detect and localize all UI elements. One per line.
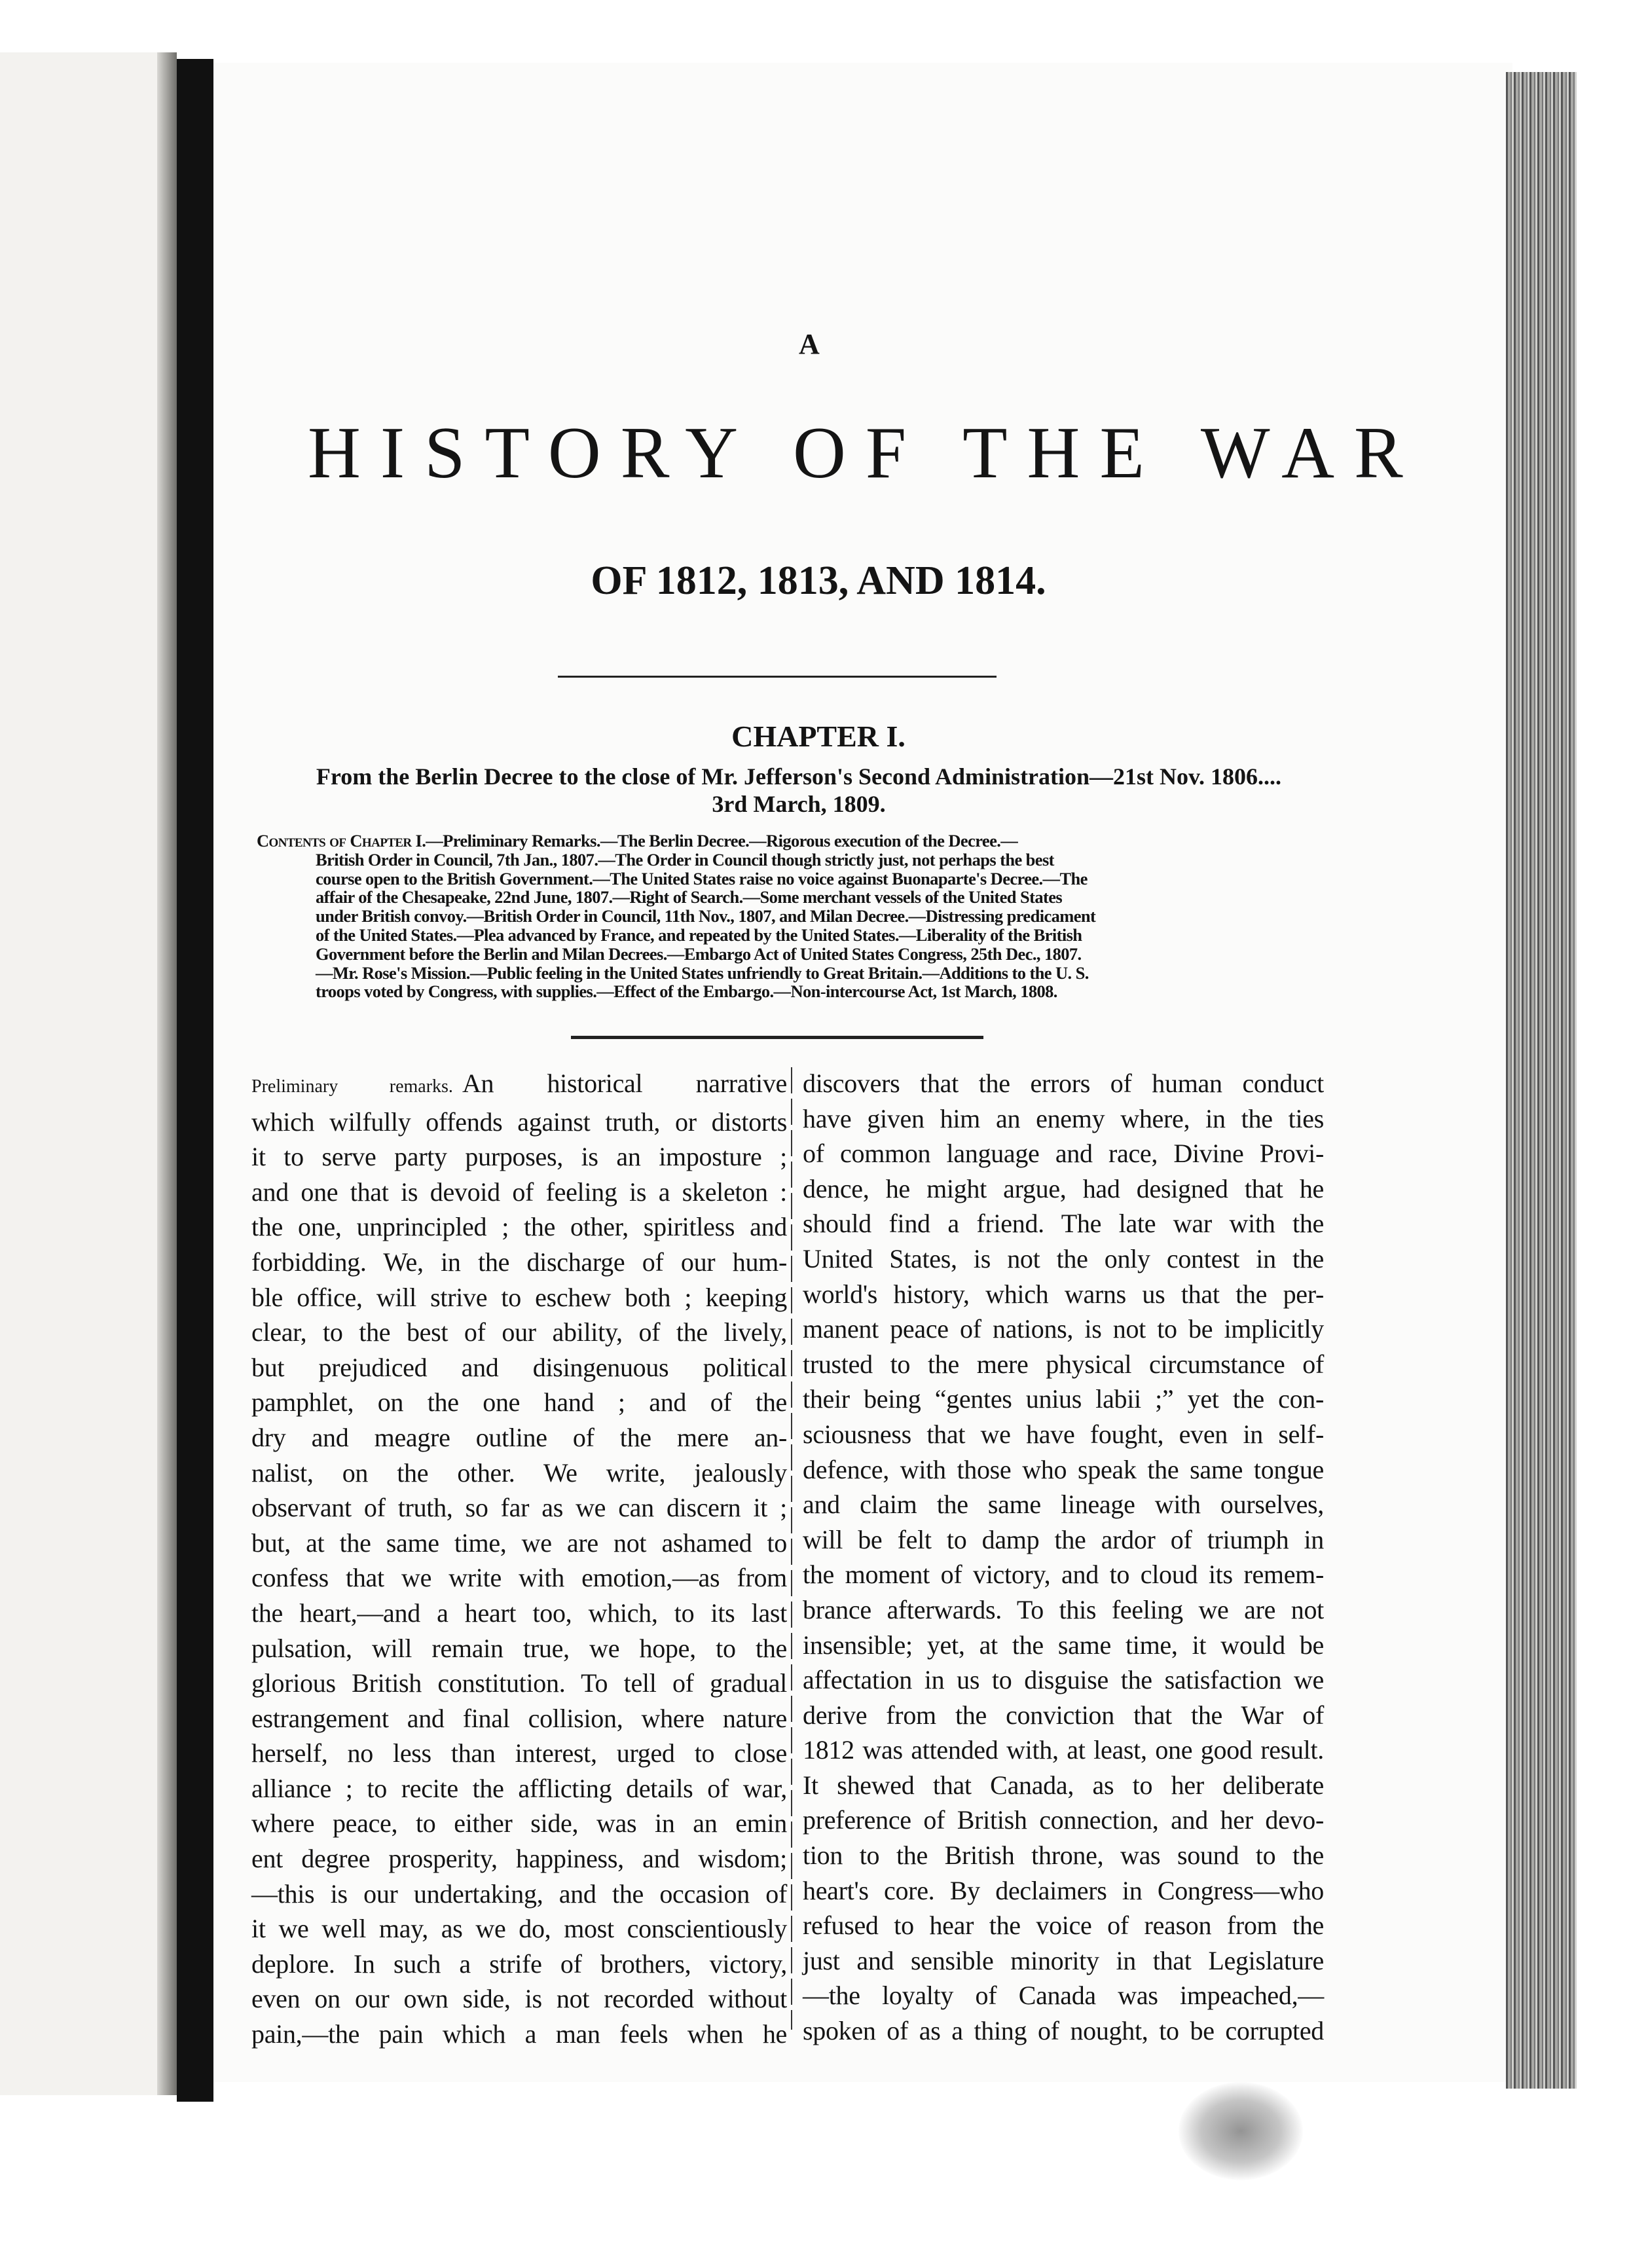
contents-line: Government before the Berlin and Milan Decrees.—Embargo Act of United States Congress, 25th Dec., 1807. xyxy=(316,943,1082,964)
title-article: A xyxy=(799,328,820,360)
chapter-summary-line: From the Berlin Decree to the close of Mr. Jefferson's Second Administration—21st Nov. 1806.... xyxy=(316,763,1282,790)
body-line: manent peace of nations, is not to be implicitly xyxy=(803,1314,1324,1344)
body-line: but, at the same time, we are not ashamed to xyxy=(251,1527,787,1558)
contents-line: British Order in Council, 7th Jan., 1807.—The Order in Council though strictly just, not perhaps the best xyxy=(316,849,1054,869)
body-line: their being “gentes unius labii ;” yet the con- xyxy=(803,1384,1324,1414)
contents-line: —Mr. Rose's Mission.—Public feeling in the United States unfriendly to Great Britain.—Additions to the U. S. xyxy=(316,962,1089,983)
body-line: ent degree prosperity, happiness, and wisdom; xyxy=(251,1844,787,1874)
chapter-contents xyxy=(257,832,1328,1001)
body-line: pamphlet, on the one hand ; and of the xyxy=(251,1387,787,1418)
facing-page-edge xyxy=(0,52,177,2095)
body-line: refused to hear the voice of reason from the xyxy=(803,1911,1324,1941)
body-line: dry and meagre outline of the mere an- xyxy=(251,1422,787,1452)
body-line: sciousness that we have fought, even in self- xyxy=(803,1419,1324,1449)
body-line: pain,—the pain which a man feels when he xyxy=(251,2019,787,2049)
body-column-right xyxy=(803,1066,1324,2049)
body-line: United States, is not the only contest in the xyxy=(803,1243,1324,1273)
body-line: and one that is devoid of feeling is a skeleton : xyxy=(251,1177,787,1207)
body-line: clear, to the best of our ability, of the lively, xyxy=(251,1317,787,1347)
body-line: the moment of victory, and to cloud its remem- xyxy=(803,1560,1324,1590)
body-line: alliance ; to recite the afflicting details of war, xyxy=(251,1773,787,1803)
chapter-summary xyxy=(259,763,1339,818)
body-line: have given him an enemy where, in the ties xyxy=(803,1103,1324,1133)
marginal-note: Preliminary remarks. xyxy=(251,1076,453,1097)
body-line: even on our own side, is not recorded without xyxy=(251,1984,787,2014)
body-line: estrangement and final collision, where nature xyxy=(251,1703,787,1733)
column-divider xyxy=(791,1067,792,2030)
body-line: herself, no less than interest, urged to close xyxy=(251,1738,787,1768)
body-line: of common language and race, Divine Provi- xyxy=(803,1139,1324,1169)
body-line: spoken of as a thing of nought, to be corrupted xyxy=(803,2016,1324,2046)
page-fore-edge xyxy=(1506,72,1577,2089)
body-line: brance afterwards. To this feeling we are not xyxy=(803,1594,1324,1624)
body-line: insensible; yet, at the same time, it would be xyxy=(803,1630,1324,1660)
body-line: glorious British constitution. To tell of gradual xyxy=(251,1668,787,1698)
contents-line: course open to the British Government.—The United States raise no voice against Buonaparte's Decree.—The xyxy=(316,868,1088,888)
body-line: It shewed that Canada, as to her deliberate xyxy=(803,1770,1324,1800)
body-line: observant of truth, so far as we can discern it ; xyxy=(251,1493,787,1523)
body-line: preference of British connection, and her devo- xyxy=(803,1805,1324,1835)
contents-divider xyxy=(571,1036,983,1039)
contents-line: Contents of Chapter I.—Preliminary Remarks.—The Berlin Decree.—Rigorous execution of the Decree.— xyxy=(257,831,1018,850)
chapter-heading: CHAPTER I. xyxy=(731,720,906,753)
body-line: world's history, which warns us that the per- xyxy=(803,1279,1324,1309)
body-line: trusted to the mere physical circumstance of xyxy=(803,1349,1324,1379)
body-line: —the loyalty of Canada was impeached,— xyxy=(803,1981,1324,2011)
body-line: the one, unprincipled ; the other, spiritless and xyxy=(251,1212,787,1242)
body-line: should find a friend. The late war with the xyxy=(803,1209,1324,1239)
body-line: it we well may, as we do, most conscientiously xyxy=(251,1914,787,1944)
body-line: heart's core. By declaimers in Congress—who xyxy=(803,1875,1324,1905)
body-line: —this is our undertaking, and the occasion of xyxy=(251,1878,787,1909)
chapter-summary-line: 3rd March, 1809. xyxy=(712,791,886,817)
contents-line: troops voted by Congress, with supplies.—Effect of the Embargo.—Non-intercourse Act, 1st March, 1808. xyxy=(316,981,1057,1002)
body-line: discovers that the errors of human conduct xyxy=(803,1069,1324,1098)
body-line: confess that we write with emotion,—as from xyxy=(251,1563,787,1593)
body-line: pulsation, will remain true, we hope, to the xyxy=(251,1633,787,1663)
body-line: will be felt to damp the ardor of triumph in xyxy=(803,1524,1324,1554)
body-line: and claim the same lineage with ourselves, xyxy=(803,1490,1324,1520)
body-line: dence, he might argue, had designed that he xyxy=(803,1173,1324,1203)
contents-label: Contents of Chapter I. xyxy=(257,831,426,850)
book-gutter xyxy=(177,59,213,2102)
body-line: just and sensible minority in that Legislature xyxy=(803,1945,1324,1975)
body-line: it to serve party purposes, is an imposture ; xyxy=(251,1142,787,1172)
body-line: Preliminary remarks. An historical narrative xyxy=(251,1069,788,1098)
body-line: nalist, on the other. We write, jealously xyxy=(251,1457,787,1488)
body-line: ble office, will strive to eschew both ; keeping xyxy=(251,1282,787,1312)
contents-line: under British convoy.—British Order in Council, 11th Nov., 1807, and Milan Decree.—Distressing predicament xyxy=(316,906,1096,926)
body-line: tion to the British throne, was sound to the xyxy=(803,1840,1324,1871)
body-line: but prejudiced and disingenuous political xyxy=(251,1352,787,1382)
body-line: forbidding. We, in the discharge of our hum- xyxy=(251,1247,787,1277)
body-line: which wilfully offends against truth, or distorts xyxy=(251,1107,787,1137)
body-line: derive from the conviction that the War of xyxy=(803,1700,1324,1730)
body-line: 1812 was attended with, at least, one good result. xyxy=(803,1735,1324,1765)
body-line: the heart,—and a heart too, which, to its last xyxy=(251,1598,787,1628)
contents-line: of the United States.—Plea advanced by France, and repeated by the United States.—Liberality of the British xyxy=(316,924,1082,945)
body-line: affectation in us to disguise the satisfaction we xyxy=(803,1665,1324,1695)
body-column-left xyxy=(251,1066,787,2052)
body-line: where peace, to either side, was in an emin xyxy=(251,1808,787,1838)
ink-smudge xyxy=(1179,2082,1303,2180)
page-subtitle: OF 1812, 1813, AND 1814. xyxy=(591,558,1046,603)
body-line: deplore. In such a strife of brothers, victory, xyxy=(251,1948,787,1979)
contents-line: affair of the Chesapeake, 22nd June, 1807.—Right of Search.—Some merchant vessels of the United States xyxy=(316,887,1063,907)
page-title: HISTORY OF THE WAR xyxy=(308,412,1423,494)
body-line: defence, with those who speak the same tongue xyxy=(803,1454,1324,1484)
title-divider xyxy=(558,676,997,678)
